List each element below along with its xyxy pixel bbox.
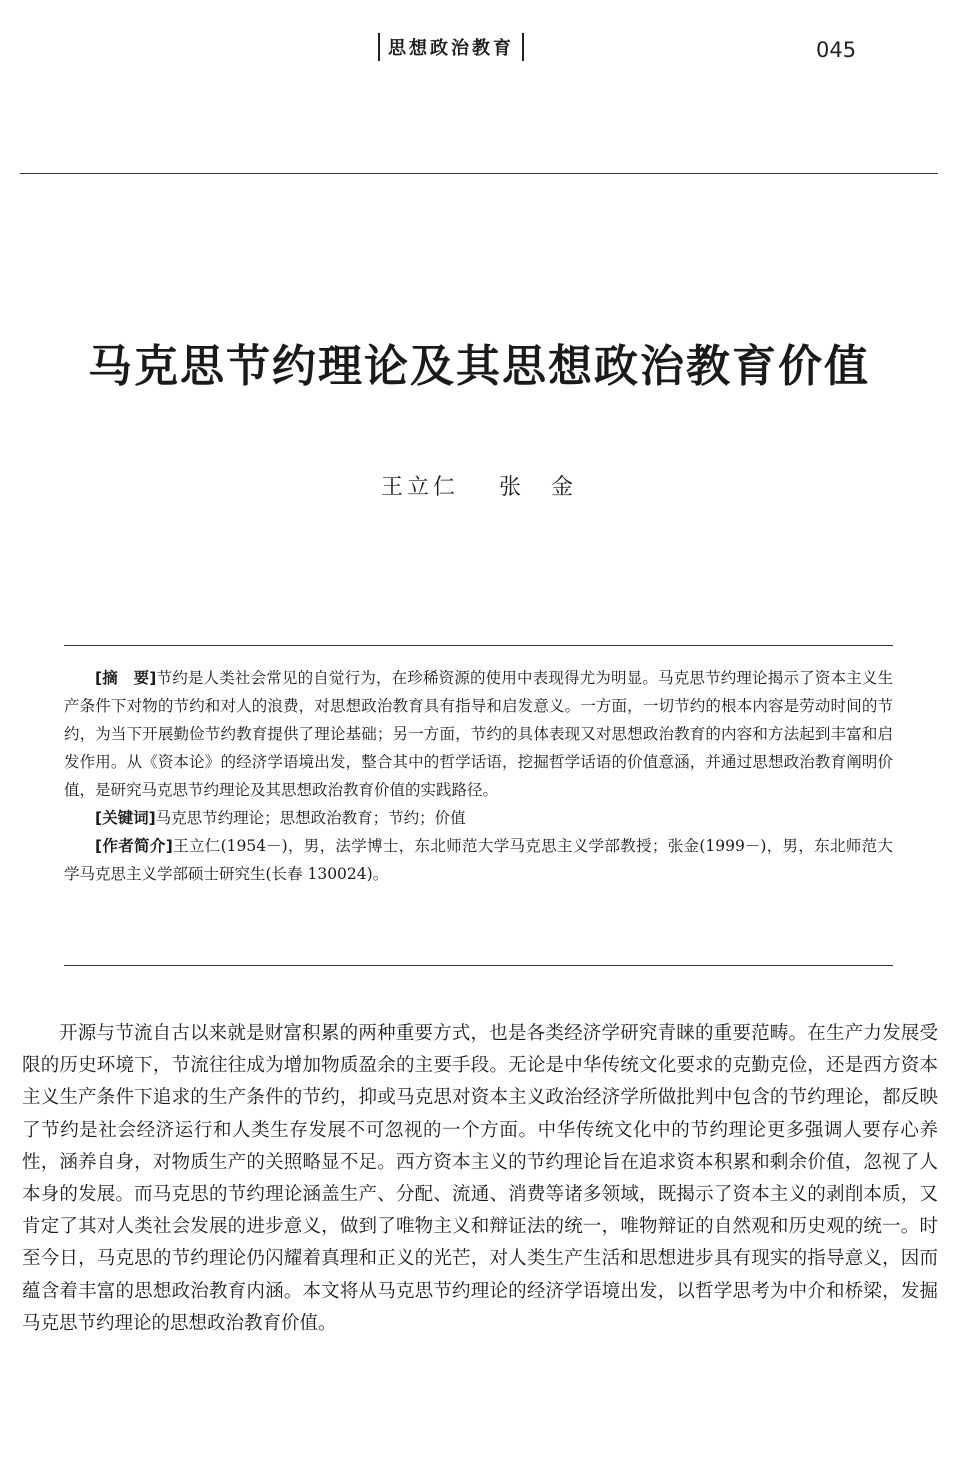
abstract-label: [摘 要] <box>95 669 157 687</box>
keywords-paragraph <box>64 804 893 832</box>
keywords-text: 马克思节约理论；思想政治教育；节约；价值 <box>155 809 466 827</box>
abstract-bottom-rule <box>64 965 893 966</box>
author-info-text: 王立仁(1954－)，男，法学博士，东北师范大学马克思主义学部教授；张金(1999－)，男，东北师范大学马克思主义学部硕士研究生(长春 130024)。 <box>64 837 893 883</box>
keywords-label: [关键词] <box>95 809 156 827</box>
page-number: 045 <box>816 38 857 62</box>
author-name: 张 金 <box>499 475 578 500</box>
running-header <box>378 32 524 62</box>
abstract-top-rule <box>64 645 893 646</box>
author-info-paragraph <box>64 832 893 888</box>
body-text <box>22 1018 938 1340</box>
author-name: 王立仁 <box>380 475 459 500</box>
header-bar-right <box>522 33 524 61</box>
abstract-paragraph <box>64 664 893 804</box>
body-paragraph: 开源与节流自古以来就是财富积累的两种重要方式，也是各类经济学研究青睐的重要范畴。在生产力发展受限的历史环境下，节流往往成为增加物质盈余的主要手段。无论是中华传统文化要求的克勤克俭，还是西方资本主义生产条件下追求的生产条件的节约，抑或马克思对资本主义政治经济学所做批判中包含的节约理论，都反映了节约是社会经济运行和人类生存发展不可忽视的一个方面。中华传统文化中的节约理论更多强调人要存心养性，涵养自身，对物质生产的关照略显不足。西方资本主义的节约理论旨在追求资本积累和剩余价值，忽视了人本身的发展。而马克思的节约理论涵盖生产、分配、流通、消费等诸多领域，既揭示了资本主义的剥削本质，又肯定了其对人类社会发展的进步意义，做到了唯物主义和辩证法的统一，唯物辩证的自然观和历史观的统一。时至今日，马克思的节约理论仍闪耀着真理和正义的光芒，对人类生产生活和思想进步具有现实的指导意义，因而蕴含着丰富的思想政治教育内涵。本文将从马克思节约理论的经济学语境出发，以哲学思考为中介和桥梁，发掘马克思节约理论的思想政治教育价值。 <box>22 1023 938 1334</box>
header-divider <box>20 173 938 174</box>
abstract-block <box>64 664 893 888</box>
author-list <box>0 470 958 501</box>
article-title: 马克思节约理论及其思想政治教育价值 <box>88 341 870 392</box>
author-info-label: [作者简介] <box>95 837 173 855</box>
section-name: 思想政治教育 <box>388 38 514 59</box>
abstract-text: 节约是人类社会常见的自觉行为，在珍稀资源的使用中表现得尤为明显。马克思节约理论揭示了资本主义生产条件下对物的节约和对人的浪费，对思想政治教育具有指导和启发意义。一方面，一切节约的根本内容是劳动时间的节约，为当下开展勤俭节约教育提供了理论基础；另一方面，节约的具体表现又对思想政治教育的内容和方法起到丰富和启发作用。从《资本论》的经济学语境出发，整合其中的哲学话语，挖掘哲学话语的价值意涵，并通过思想政治教育阐明价值，是研究马克思节约理论及其思想政治教育价值的实践路径。 <box>64 669 893 799</box>
